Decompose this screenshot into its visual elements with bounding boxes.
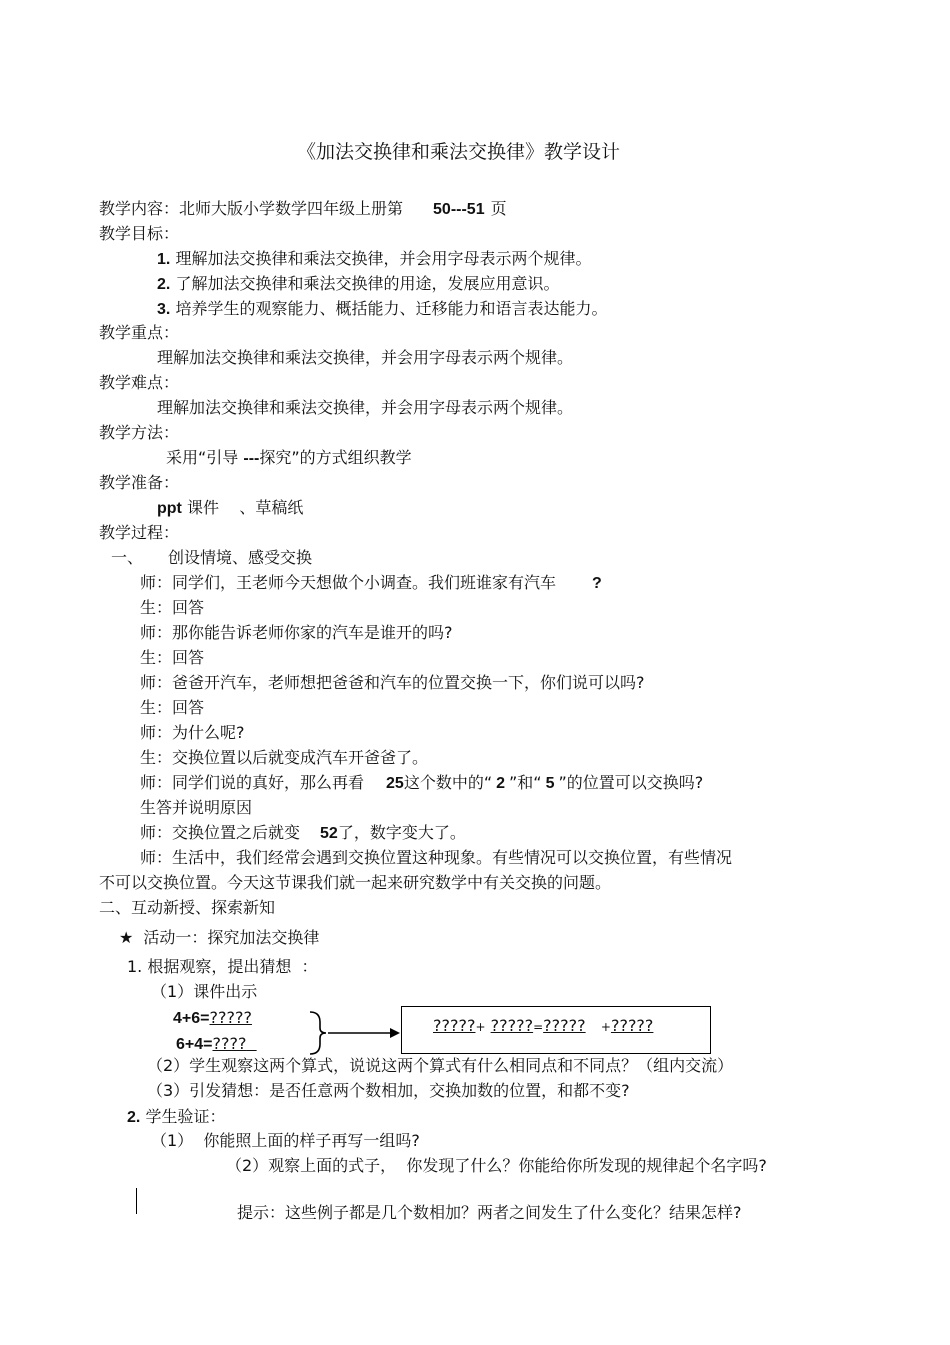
- difficulty-text: 理解加法交换律和乘法交换律，并会用字母表示两个规律。: [157, 398, 574, 417]
- goal-item: [157, 249, 591, 270]
- equation-1: [173, 1008, 252, 1029]
- prep-ppt: ppt: [157, 500, 182, 517]
- prep-label: 教学准备：: [99, 473, 180, 492]
- step1-2-text: （2）学生观察这两个算式，说说这两个算式有什么相同点和不同点？（组内交流）: [147, 1056, 734, 1075]
- dialogue-question-mark: ?: [592, 575, 602, 592]
- swap-text-d: ”的位置可以交换吗?: [558, 773, 704, 792]
- content-suffix: 页: [490, 199, 507, 218]
- swap-result-b: 了，数字变大了。: [337, 823, 466, 842]
- step1-1-number: （1）: [151, 982, 194, 1001]
- swap-number-5: 5: [545, 775, 555, 792]
- process-label: 教学过程：: [99, 523, 180, 542]
- method-text-b: 探究”的方式组织教学: [259, 448, 412, 467]
- step2-1-number: （1）: [151, 1131, 194, 1150]
- dialogue-line: 师：那你能告诉老师你家的汽车是谁开的吗?: [140, 623, 453, 642]
- swap-line: [140, 773, 703, 794]
- box-plus-2: +: [600, 1020, 611, 1034]
- dialogue-line: 生：回答: [140, 598, 205, 617]
- hint-text: 提示：这些例子都是几个数相加？两者之间发生了什么变化？结果怎样?: [237, 1203, 742, 1222]
- method-label: 教学方法：: [99, 423, 180, 442]
- swap-result: [140, 823, 466, 844]
- step2-line: [127, 1107, 225, 1128]
- brace-arrow-icon: [306, 1010, 402, 1056]
- swap-result-a: 师：交换位置之后就变: [140, 823, 301, 842]
- activity1-title: 活动一：探究加法交换律: [143, 928, 320, 947]
- box-term-d: ?????: [610, 1016, 654, 1035]
- step1-3-text: （3）引发猜想：是否任意两个数相加，交换加数的位置，和都不变?: [147, 1081, 630, 1100]
- equation-2-left: 6+4=: [176, 1036, 213, 1053]
- goal-number: 1.: [157, 251, 171, 268]
- swap-text-c: ”和“: [509, 773, 542, 792]
- goal-text: 理解加法交换律和乘法交换律，并会用字母表示两个规律。: [175, 249, 592, 268]
- life-paragraph-line1: 师：生活中，我们经常会遇到交换位置这种现象。有些情况可以交换位置，有些情况: [140, 848, 733, 867]
- step2-text: 学生验证：: [145, 1107, 226, 1126]
- goal-item: [157, 299, 607, 320]
- dialogue-line: 生：交换位置以后就变成汽车开爸爸了。: [140, 748, 429, 767]
- method-text: [166, 448, 412, 469]
- equation-2-right: ????: [212, 1034, 247, 1053]
- content-label: 教学内容：北师大版小学数学四年级上册第: [99, 199, 404, 218]
- dialogue-line: [140, 573, 602, 594]
- margin-rule: [136, 1188, 137, 1214]
- method-dash: ---: [243, 450, 260, 467]
- section1-title: 创设情境、感受交换: [168, 548, 313, 567]
- step2-1-text: 你能照上面的样子再写一组吗?: [203, 1131, 420, 1150]
- swap-text-b: 这个数中的“: [403, 773, 493, 792]
- swap-text-a: 师：同学们说的真好，那么再看: [140, 773, 365, 792]
- step2-number: 2.: [127, 1109, 141, 1126]
- box-term-b: ?????: [490, 1016, 534, 1035]
- goals-label: 教学目标：: [99, 224, 180, 243]
- equation-box-content: [433, 1016, 653, 1037]
- equation-1-right: ?????: [209, 1008, 252, 1027]
- content-line: [99, 199, 507, 220]
- step1-1-line: [151, 982, 257, 1002]
- content-pages: 50---51: [433, 201, 485, 218]
- box-term-a: ?????: [433, 1016, 476, 1035]
- goal-number: 3.: [157, 301, 171, 318]
- focus-text: 理解加法交换律和乘法交换律，并会用字母表示两个规律。: [157, 348, 574, 367]
- step1-text: 根据观察，提出猜想 ：: [147, 957, 318, 976]
- dialogue-line: 师：爸爸开汽车，老师想把爸爸和汽车的位置交换一下，你们说可以吗?: [140, 673, 645, 692]
- swap-number-2: 2: [496, 775, 506, 792]
- goal-number: 2.: [157, 276, 171, 293]
- goal-item: [157, 274, 559, 295]
- step1-line: [127, 957, 318, 977]
- equation-2: [176, 1034, 257, 1055]
- swap-number-25: 25: [386, 775, 404, 792]
- step1-1-text: 课件出示: [193, 982, 258, 1001]
- dialogue-line: 生：回答: [140, 648, 205, 667]
- dialogue-text: 师：同学们，王老师今天想做个小调查。我们班谁家有汽车: [140, 573, 557, 592]
- star-icon: ★: [119, 928, 134, 947]
- activity1-line: [119, 928, 319, 948]
- dialogue-line: 生：回答: [140, 698, 205, 717]
- focus-label: 教学重点：: [99, 323, 180, 342]
- life-paragraph-line2: 不可以交换位置。今天这节课我们就一起来研究数学中有关交换的问题。: [99, 873, 612, 892]
- section2-title: 二、互动新授、探索新知: [99, 898, 276, 917]
- prep-rest: 课件 、草稿纸: [186, 498, 304, 517]
- step2-2-text: （2）观察上面的式子， 你发现了什么？你能给你所发现的规律起个名字吗?: [226, 1156, 767, 1175]
- step1-number: 1.: [127, 957, 143, 976]
- box-equals: =: [533, 1020, 544, 1034]
- prep-text: [157, 498, 303, 519]
- goal-text: 了解加法交换律和乘法交换律的用途，发展应用意识。: [175, 274, 560, 293]
- section1-number: 一、: [111, 548, 144, 567]
- box-term-c: ?????: [543, 1016, 586, 1035]
- difficulty-label: 教学难点：: [99, 373, 180, 392]
- swap-number-52: 52: [320, 825, 338, 842]
- step2-1-line: [151, 1131, 420, 1151]
- box-plus-1: +: [475, 1020, 486, 1034]
- dialogue-line: 师：为什么呢?: [140, 723, 245, 742]
- page-title: 《加法交换律和乘法交换律》教学设计: [297, 141, 621, 163]
- swap-answer: 生答并说明原因: [140, 798, 253, 817]
- equation-1-left: 4+6=: [173, 1010, 210, 1027]
- method-text-a: 采用“引导: [166, 448, 239, 467]
- goal-text: 培养学生的观察能力、概括能力、迁移能力和语言表达能力。: [175, 299, 608, 318]
